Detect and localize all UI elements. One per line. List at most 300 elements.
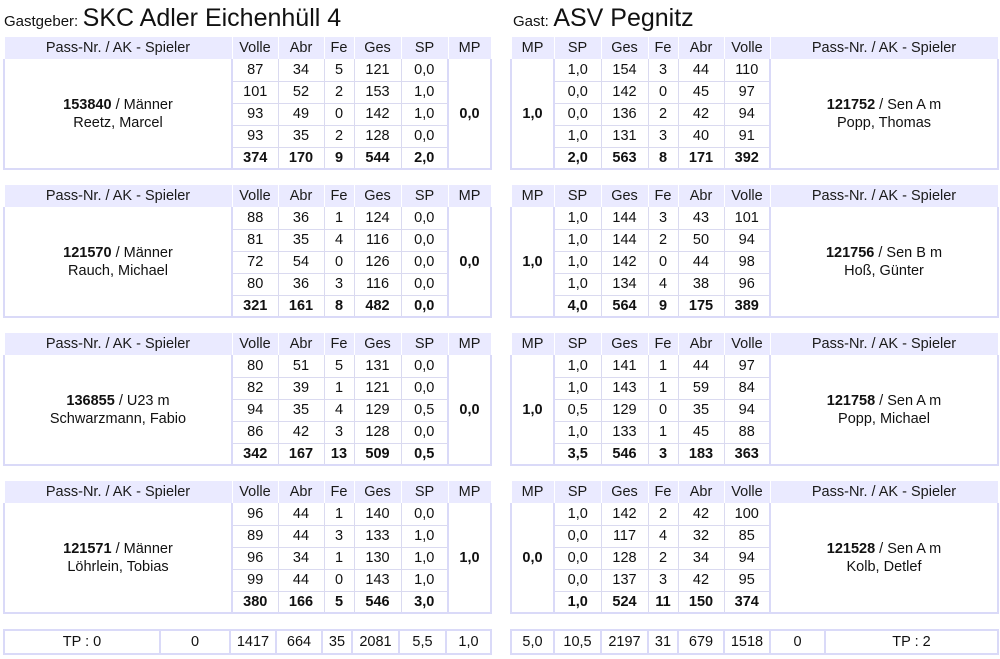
header-fe: Fe [324,333,354,355]
guest-player-cell [770,59,998,169]
header-abr: Abr [678,185,724,207]
sum-ges: 564 [601,295,648,317]
home-match-table [3,481,492,614]
lane-sp: 1,0 [554,229,601,251]
lane-sp: 0,0 [401,207,448,229]
header-ges: Ges [354,481,401,503]
lane-abr: 52 [278,81,324,103]
pass-number: 153840 [63,96,112,113]
lane-volle: 80 [232,273,278,295]
sum-fe: 3 [648,443,678,465]
home-match-table [3,185,492,318]
lane-volle: 88 [232,207,278,229]
lane-sp: 0,0 [554,569,601,591]
lane-volle: 85 [724,525,770,547]
pass-number: 121756 [825,244,875,261]
lane-abr: 49 [278,103,324,125]
header-mp: MP [448,333,491,355]
sum-sp: 3,0 [401,591,448,613]
lane-ges: 142 [601,251,648,273]
guest-match-table [510,37,999,170]
guest-total-mp: 5,0 [511,630,554,654]
player-name: Hoß, Günter [844,262,924,279]
lane-ges: 131 [354,355,401,377]
lane-ges: 140 [354,503,401,525]
lane-abr: 39 [278,377,324,399]
lane-volle: 93 [232,103,278,125]
header-abr: Abr [678,333,724,355]
lane-ges: 117 [601,525,648,547]
header-mp: MP [448,481,491,503]
lane-fe: 0 [324,103,354,125]
lane-fe: 1 [324,503,354,525]
lane-fe: 1 [648,421,678,443]
age-class: / U23 m [114,392,170,409]
sum-volle: 389 [724,295,770,317]
sum-abr: 175 [678,295,724,317]
player-name: Kolb, Detlef [846,558,922,575]
lane-volle: 97 [724,355,770,377]
lane-sp: 0,0 [401,251,448,273]
home-header-row [4,481,491,503]
sum-sp: 1,0 [554,591,601,613]
lane-sp: 1,0 [554,207,601,229]
header-ges: Ges [601,481,648,503]
lane-abr: 44 [278,525,324,547]
lane-ges: 128 [354,421,401,443]
lane-fe: 0 [648,399,678,421]
lane-volle: 110 [724,59,770,81]
guest-mp-cell: 1,0 [511,59,554,169]
header-abr: Abr [678,481,724,503]
lane-sp: 0,5 [554,399,601,421]
home-match-table [3,333,492,466]
guest-mp-cell: 0,0 [511,503,554,613]
header-fe: Fe [648,481,678,503]
lane-sp: 0,0 [554,103,601,125]
home-total-mp2: 1,0 [446,630,491,654]
home-team-heading [4,4,341,34]
age-class: / Sen A m [875,392,942,409]
lane-abr: 36 [278,207,324,229]
header-mp: MP [511,333,554,355]
guest-team-heading [513,4,694,34]
lane-fe: 1 [324,547,354,569]
guest-player-cell [770,503,998,613]
lane-ges: 129 [601,399,648,421]
player-name: Rauch, Michael [68,262,168,279]
header-sp: SP [554,333,601,355]
lane-sp: 0,0 [401,273,448,295]
home-header-row [4,37,491,59]
header-ges: Ges [354,37,401,59]
guest-header-row [511,333,998,355]
guest-match-table [510,481,999,614]
lane-sp: 1,0 [554,59,601,81]
lane-fe: 0 [324,251,354,273]
lane-volle: 96 [232,547,278,569]
lane-ges: 136 [601,103,648,125]
lane-sp: 0,0 [401,503,448,525]
header-mp: MP [448,185,491,207]
lane-volle: 95 [724,569,770,591]
sum-ges: 563 [601,147,648,169]
header-fe: Fe [324,185,354,207]
lane-fe: 5 [324,355,354,377]
lane-sp: 0,0 [401,377,448,399]
lane-ges: 121 [354,377,401,399]
lane-fe: 2 [324,125,354,147]
sum-fe: 11 [648,591,678,613]
header-mp: MP [511,185,554,207]
sum-volle: 374 [232,147,278,169]
guest-lane-row [511,59,998,81]
lane-abr: 34 [278,547,324,569]
lane-ges: 133 [354,525,401,547]
lane-volle: 94 [724,547,770,569]
lane-sp: 0,5 [401,399,448,421]
lane-volle: 98 [724,251,770,273]
lane-sp: 1,0 [554,377,601,399]
lane-sp: 1,0 [554,503,601,525]
guest-total-abr: 679 [678,630,724,654]
header-volle: Volle [232,333,278,355]
age-class: / Männer [111,96,173,113]
home-player-cell [4,59,232,169]
lane-ges: 116 [354,273,401,295]
lane-fe: 3 [648,125,678,147]
sum-sp: 4,0 [554,295,601,317]
sum-volle: 342 [232,443,278,465]
lane-abr: 51 [278,355,324,377]
guest-lane-row [511,503,998,525]
pass-number: 121752 [826,96,876,113]
guest-header-row [511,185,998,207]
lane-abr: 59 [678,377,724,399]
lane-fe: 2 [648,547,678,569]
lane-abr: 45 [678,421,724,443]
sum-ges: 546 [354,591,401,613]
header-fe: Fe [648,37,678,59]
header-fe: Fe [324,37,354,59]
header-fe: Fe [324,481,354,503]
lane-abr: 42 [678,103,724,125]
header-mp: MP [511,37,554,59]
header-player: Pass-Nr. / AK - Spieler [4,37,232,59]
header-sp: SP [401,333,448,355]
header-sp: SP [401,185,448,207]
lane-sp: 0,0 [401,59,448,81]
header-sp: SP [554,185,601,207]
lane-volle: 91 [724,125,770,147]
lane-volle: 94 [724,399,770,421]
home-total-fe: 35 [322,630,352,654]
lane-volle: 101 [724,207,770,229]
home-lane-row [4,503,491,525]
header-volle: Volle [232,481,278,503]
guest-lane-row [511,355,998,377]
sum-fe: 9 [324,147,354,169]
sum-ges: 524 [601,591,648,613]
header-player: Pass-Nr. / AK - Spieler [770,185,998,207]
lane-ges: 124 [354,207,401,229]
lane-sp: 1,0 [401,103,448,125]
sum-fe: 13 [324,443,354,465]
lane-fe: 4 [324,399,354,421]
header-mp: MP [448,37,491,59]
home-total-tp: TP : 0 [4,630,160,654]
sum-ges: 509 [354,443,401,465]
player-name: Schwarzmann, Fabio [49,410,187,427]
sum-ges: 482 [354,295,401,317]
home-lane-row [4,59,491,81]
home-mp-cell: 1,0 [448,503,491,613]
lane-fe: 3 [324,273,354,295]
guest-mp-cell: 1,0 [511,207,554,317]
lane-fe: 1 [324,207,354,229]
sum-volle: 374 [724,591,770,613]
sum-abr: 167 [278,443,324,465]
sum-fe: 8 [648,147,678,169]
lane-volle: 81 [232,229,278,251]
header-volle: Volle [232,185,278,207]
header-volle: Volle [724,333,770,355]
sum-abr: 171 [678,147,724,169]
lane-ges: 133 [601,421,648,443]
lane-fe: 2 [324,81,354,103]
guest-header-row [511,481,998,503]
lane-ges: 121 [354,59,401,81]
lane-sp: 1,0 [554,355,601,377]
lane-ges: 128 [354,125,401,147]
lane-fe: 3 [324,421,354,443]
home-total-volle: 1417 [230,630,276,654]
age-class: / Sen B m [874,244,943,261]
guest-total-volle: 1518 [724,630,770,654]
header-abr: Abr [278,185,324,207]
lane-ges: 144 [601,207,648,229]
lane-abr: 54 [278,251,324,273]
header-ges: Ges [354,333,401,355]
lane-sp: 1,0 [554,251,601,273]
header-volle: Volle [724,185,770,207]
age-class: / Männer [111,540,173,557]
home-total-abr: 664 [276,630,322,654]
home-total-ges: 2081 [352,630,399,654]
lane-abr: 38 [678,273,724,295]
player-name: Popp, Thomas [836,114,932,131]
lane-fe: 3 [648,207,678,229]
header-sp: SP [401,37,448,59]
guest-team-name: ASV Pegnitz [553,4,694,32]
lane-abr: 44 [678,59,724,81]
header-volle: Volle [724,481,770,503]
lane-abr: 32 [678,525,724,547]
lane-volle: 97 [724,81,770,103]
sum-sp: 0,5 [401,443,448,465]
header-ges: Ges [601,333,648,355]
lane-sp: 1,0 [401,547,448,569]
lane-sp: 0,0 [554,547,601,569]
guest-total-ges: 2197 [601,630,648,654]
header-abr: Abr [278,333,324,355]
sum-abr: 161 [278,295,324,317]
sum-abr: 150 [678,591,724,613]
lane-volle: 80 [232,355,278,377]
lane-sp: 1,0 [401,525,448,547]
lane-abr: 50 [678,229,724,251]
sum-ges: 546 [601,443,648,465]
player-name: Reetz, Marcel [73,114,163,131]
lane-abr: 40 [678,125,724,147]
lane-sp: 1,0 [554,273,601,295]
header-player: Pass-Nr. / AK - Spieler [4,333,232,355]
lane-sp: 0,0 [401,421,448,443]
lane-ges: 153 [354,81,401,103]
player-name: Popp, Michael [838,410,930,427]
lane-ges: 142 [601,503,648,525]
guest-player-cell [770,355,998,465]
lane-abr: 42 [678,569,724,591]
guest-player-cell [770,207,998,317]
header-ges: Ges [354,185,401,207]
lane-volle: 86 [232,421,278,443]
lane-ges: 131 [601,125,648,147]
lane-volle: 94 [232,399,278,421]
lane-ges: 137 [601,569,648,591]
lane-sp: 1,0 [401,81,448,103]
lane-sp: 0,0 [554,81,601,103]
home-mp-cell: 0,0 [448,59,491,169]
sum-abr: 183 [678,443,724,465]
lane-sp: 1,0 [401,569,448,591]
sum-sp: 2,0 [554,147,601,169]
lane-ges: 116 [354,229,401,251]
lane-fe: 1 [324,377,354,399]
guest-lane-row [511,207,998,229]
guest-match-table [510,333,999,466]
lane-fe: 2 [648,503,678,525]
home-team-label: Gastgeber: [4,13,79,30]
lane-volle: 100 [724,503,770,525]
sum-volle: 321 [232,295,278,317]
pass-number: 121570 [63,244,112,261]
home-match-table [3,37,492,170]
sum-fe: 9 [648,295,678,317]
lane-ges: 143 [354,569,401,591]
lane-ges: 143 [601,377,648,399]
lane-fe: 3 [324,525,354,547]
header-player: Pass-Nr. / AK - Spieler [4,481,232,503]
lane-abr: 42 [678,503,724,525]
lane-volle: 101 [232,81,278,103]
guest-mp-cell: 1,0 [511,355,554,465]
lane-sp: 0,0 [401,125,448,147]
lane-ges: 142 [354,103,401,125]
lane-volle: 94 [724,229,770,251]
lane-ges: 126 [354,251,401,273]
sum-volle: 363 [724,443,770,465]
pass-number: 121528 [826,540,876,557]
header-volle: Volle [724,37,770,59]
lane-sp: 1,0 [554,125,601,147]
guest-header-row [511,37,998,59]
lane-abr: 35 [678,399,724,421]
sum-ges: 544 [354,147,401,169]
home-header-row [4,333,491,355]
lane-volle: 89 [232,525,278,547]
lane-abr: 35 [278,125,324,147]
sum-volle: 392 [724,147,770,169]
home-total-sp: 5,5 [399,630,446,654]
header-player: Pass-Nr. / AK - Spieler [770,333,998,355]
header-player: Pass-Nr. / AK - Spieler [4,185,232,207]
header-abr: Abr [678,37,724,59]
lane-fe: 0 [324,569,354,591]
pass-number: 136855 [66,392,115,409]
lane-fe: 3 [648,59,678,81]
lane-fe: 4 [324,229,354,251]
lane-abr: 44 [278,569,324,591]
lane-abr: 43 [678,207,724,229]
guest-total-sp: 10,5 [554,630,601,654]
lane-fe: 5 [324,59,354,81]
age-class: / Männer [111,244,173,261]
lane-fe: 0 [648,251,678,273]
header-volle: Volle [232,37,278,59]
age-class: / Sen A m [875,540,942,557]
lane-ges: 154 [601,59,648,81]
lane-volle: 87 [232,59,278,81]
guest-total-fe: 31 [648,630,678,654]
lane-volle: 94 [724,103,770,125]
header-sp: SP [554,37,601,59]
pass-number: 121571 [63,540,112,557]
lane-volle: 96 [232,503,278,525]
header-player: Pass-Nr. / AK - Spieler [770,37,998,59]
sum-sp: 0,0 [401,295,448,317]
lane-ges: 144 [601,229,648,251]
header-abr: Abr [278,37,324,59]
sum-fe: 5 [324,591,354,613]
lane-abr: 35 [278,229,324,251]
lane-abr: 34 [278,59,324,81]
lane-ges: 141 [601,355,648,377]
pass-number: 121758 [826,392,876,409]
lane-abr: 35 [278,399,324,421]
home-player-cell [4,503,232,613]
guest-totals-row [510,629,999,655]
lane-fe: 3 [648,569,678,591]
lane-volle: 82 [232,377,278,399]
lane-sp: 0,0 [401,355,448,377]
header-mp: MP [511,481,554,503]
home-player-cell [4,355,232,465]
header-ges: Ges [601,37,648,59]
guest-team-label: Gast: [513,13,549,30]
lane-fe: 0 [648,81,678,103]
lane-fe: 1 [648,377,678,399]
header-fe: Fe [648,333,678,355]
header-sp: SP [401,481,448,503]
lane-ges: 142 [601,81,648,103]
lane-volle: 88 [724,421,770,443]
lane-fe: 4 [648,273,678,295]
sum-volle: 380 [232,591,278,613]
header-fe: Fe [648,185,678,207]
lane-volle: 84 [724,377,770,399]
lane-sp: 0,0 [554,525,601,547]
